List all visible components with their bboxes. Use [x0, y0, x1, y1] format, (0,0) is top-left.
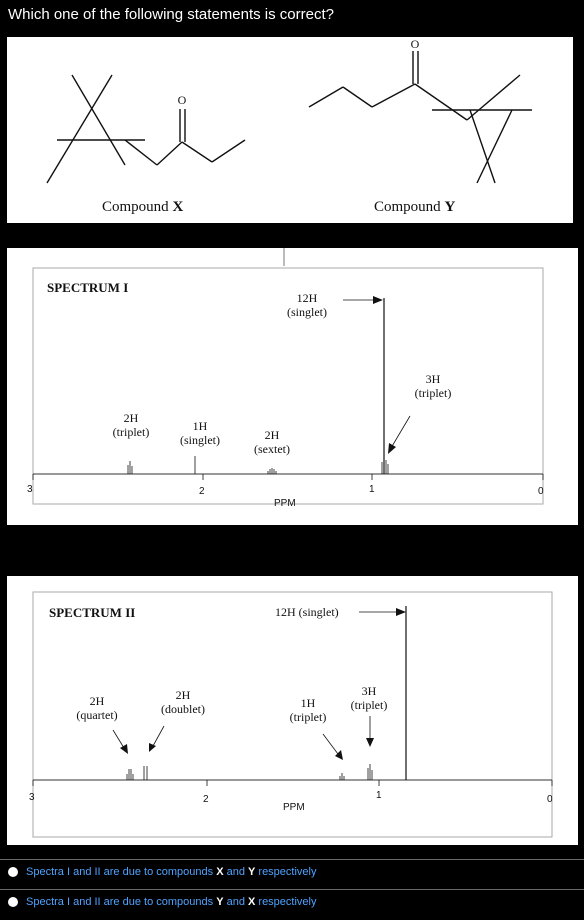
structures-panel — [7, 37, 573, 223]
radio-button[interactable] — [8, 897, 18, 907]
spectrum-1-peak-label: 3H (triplet) — [414, 372, 452, 400]
spectrum-2-tick-label: 2 — [203, 794, 209, 805]
spectrum-2-title: SPECTRUM II — [49, 605, 136, 620]
radio-button[interactable] — [8, 867, 18, 877]
spectrum-1-peak-label: 2H (triplet) — [112, 411, 150, 439]
spectrum-1-axis-label: PPM — [274, 498, 296, 509]
spectrum-1-peak-label: 1H (singlet) — [180, 419, 220, 447]
spectrum-2-tick-label: 0 — [547, 794, 553, 805]
question-text: Which one of the following statements is correct? — [8, 6, 334, 23]
spectrum-2-tick-label: 3 — [29, 792, 35, 803]
carbonyl-o-y: O — [410, 37, 420, 51]
spectrum-1-panel — [7, 248, 578, 525]
spectrum-1-tick-label: 3 — [27, 484, 33, 495]
answer-option-1[interactable] — [8, 866, 316, 878]
spectrum-1-tick-label: 1 — [369, 484, 375, 495]
spectrum-2-peak-label: 2H (quartet) — [76, 694, 118, 722]
spectrum-2-peak-label: 1H (triplet) — [289, 696, 327, 724]
spectrum-1-peak-label: 12H (singlet) — [287, 291, 327, 319]
answer-option-2[interactable] — [8, 896, 316, 908]
spectrum-2-panel — [7, 576, 578, 845]
spectrum-2-peak-label: 2H (doublet) — [161, 688, 205, 716]
option-label: Spectra I and II are due to compounds X and Y respectively — [26, 866, 317, 878]
spectrum-2-top-label: 12H (singlet) — [275, 605, 339, 619]
spectrum-1-tick-label: 2 — [199, 486, 205, 497]
spectrum-2-peak-label: 3H (triplet) — [350, 684, 388, 712]
spectrum-1-title: SPECTRUM I — [47, 280, 129, 295]
carbonyl-o-x: O — [177, 93, 187, 107]
compound-y-caption: Compound Y — [374, 199, 456, 215]
spectrum-2-axis-label: PPM — [283, 802, 305, 813]
option-divider — [0, 889, 584, 890]
spectrum-1-tick-label: 0 — [538, 486, 544, 497]
option-label: Spectra I and II are due to compounds Y and X respectively — [26, 896, 317, 908]
structures-drawing — [7, 37, 573, 223]
spectrum-2-tick-label: 1 — [376, 790, 382, 801]
option-divider — [0, 859, 584, 860]
compound-x-caption: Compound X — [102, 199, 184, 215]
spectrum-1-peak-label: 2H (sextet) — [254, 428, 290, 456]
